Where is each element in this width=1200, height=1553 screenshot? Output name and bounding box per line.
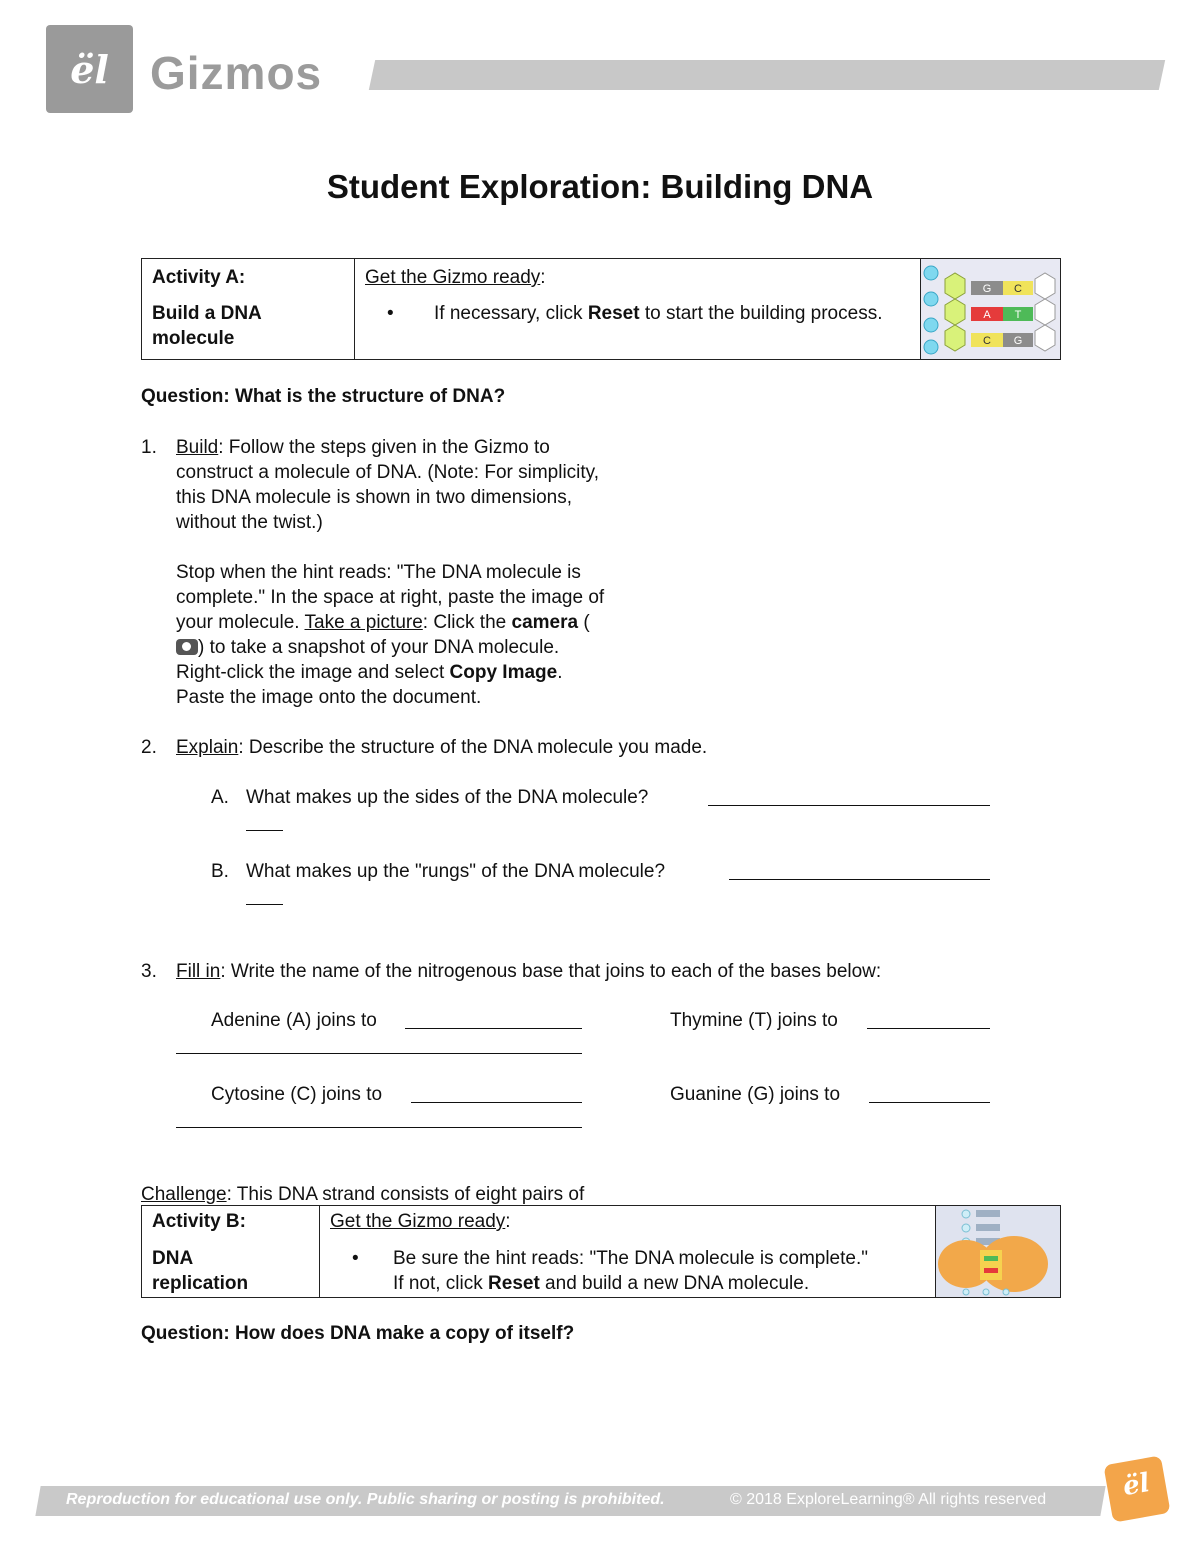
q3-text: Fill in: Write the name of the nitrogenous base that joins to each of the bases below: — [176, 961, 882, 982]
thumb-base-5: C — [983, 335, 991, 347]
q2b-text: What makes up the "rungs" of the DNA molecule? — [246, 861, 666, 882]
activity-b-label-cell — [142, 1206, 320, 1297]
activity-b-name-line2: replication — [152, 1273, 249, 1294]
activity-b-label: Activity B: — [152, 1211, 246, 1232]
activity-b-bullet: • Be sure the hint reads: "The DNA molecule is complete." If not, click Reset and build a new DNA molecule. — [352, 1248, 868, 1294]
question-a: Question: What is the structure of DNA? — [141, 386, 506, 407]
brand-name: Gizmos — [150, 47, 323, 99]
activity-a-ready-label: Get the Gizmo ready — [365, 267, 541, 288]
dna-replication-graphic — [936, 1206, 1060, 1296]
logo-text: ël — [70, 47, 109, 92]
activity-a-label: Activity A: — [152, 267, 246, 288]
activity-b-instructions: Get the Gizmo ready: • Be sure the hint reads: "The DNA molecule is complete." If not, click Reset and build a new DNA molecule. — [320, 1206, 935, 1297]
adenine-prompt: Adenine (A) joins to — [211, 1010, 377, 1031]
q2b-answer-line-cont[interactable] — [246, 884, 283, 905]
dna-replication-thumbnail — [935, 1206, 1060, 1297]
cytosine-answer-line[interactable] — [411, 1080, 582, 1103]
thumb-base-2: C — [1014, 283, 1022, 295]
q3-number: 3. — [141, 961, 157, 982]
q2-number: 2. — [141, 737, 157, 758]
cytosine-prompt: Cytosine (C) joins to — [211, 1084, 383, 1105]
q2-text: Explain: Describe the structure of the DNA molecule you made. — [176, 737, 708, 758]
dna-gizmo-thumbnail — [920, 259, 1060, 359]
activity-a-label-cell — [142, 259, 355, 359]
adenine-answer-line-cont[interactable] — [176, 1034, 582, 1054]
explorelearning-logo — [1103, 1455, 1170, 1522]
camera-icon — [176, 639, 198, 655]
q2a-text: What makes up the sides of the DNA molecule? — [246, 787, 649, 808]
q1-text: Build: Follow the steps given in the Gizmo to construct a molecule of DNA. (Note: For simplicity, this DNA molecule is shown in two dimensions, without the twist.) Stop when the hint reads: "The DNA molecule is complete." In the space at right, paste the image of your molecule. Take a picture: Click the camera ( ) to take a snapshot of your DNA molecule. Right-click the image and select Copy Image. Paste the image onto the document. — [176, 437, 605, 708]
challenge-label: Challenge — [141, 1184, 227, 1205]
activity-a-table — [141, 258, 1061, 360]
thumb-base-1: G — [982, 283, 992, 295]
q2b-letter: B. — [211, 861, 229, 882]
activity-b-table — [141, 1205, 1061, 1298]
q1-label: Build — [176, 437, 219, 458]
thumb-base-4: T — [1014, 309, 1022, 321]
guanine-prompt: Guanine (G) joins to — [670, 1084, 841, 1105]
footer-copyright: © 2018 ExploreLearning® All rights reserved — [730, 1491, 1047, 1508]
activity-b-name-line1: DNA — [152, 1248, 194, 1269]
thumb-base-6: G — [1013, 335, 1023, 347]
q2b-answer-line[interactable] — [729, 857, 990, 880]
question-b: Question: How does DNA make a copy of itself? — [141, 1323, 575, 1344]
thymine-answer-line[interactable] — [867, 1006, 990, 1029]
gizmos-logo — [46, 25, 133, 113]
q2a-answer-line-cont[interactable] — [246, 810, 283, 831]
cytosine-answer-line-cont[interactable] — [176, 1108, 582, 1128]
thymine-prompt: Thymine (T) joins to — [670, 1010, 838, 1031]
activity-a-name: Build a DNA molecule — [152, 303, 262, 349]
thumb-base-3: A — [983, 309, 991, 321]
take-a-picture-label: Take a picture — [304, 612, 423, 633]
activity-a-bullet: • If necessary, click Reset to start the building process. — [387, 303, 883, 324]
q1-number: 1. — [141, 437, 157, 458]
footer-logo-text: ël — [1120, 1467, 1152, 1503]
q3-label: Fill in — [176, 961, 221, 982]
dna-thumbnail-graphic — [921, 259, 1060, 358]
adenine-answer-line[interactable] — [405, 1006, 582, 1029]
header-bar — [369, 60, 1165, 90]
guanine-answer-line[interactable] — [869, 1080, 990, 1103]
challenge-text: Challenge: This DNA strand consists of eight pairs of — [141, 1184, 585, 1205]
footer-disclaimer: Reproduction for educational use only. Public sharing or posting is prohibited. — [66, 1491, 665, 1508]
activity-a-instructions: Get the Gizmo ready: • If necessary, click Reset to start the building process. — [355, 259, 920, 359]
page-title: Student Exploration: Building DNA — [326, 168, 874, 205]
q2a-letter: A. — [211, 787, 229, 808]
activity-b-ready-label: Get the Gizmo ready — [330, 1211, 506, 1232]
q2-label: Explain — [176, 737, 239, 758]
q2a-answer-line[interactable] — [708, 783, 990, 806]
